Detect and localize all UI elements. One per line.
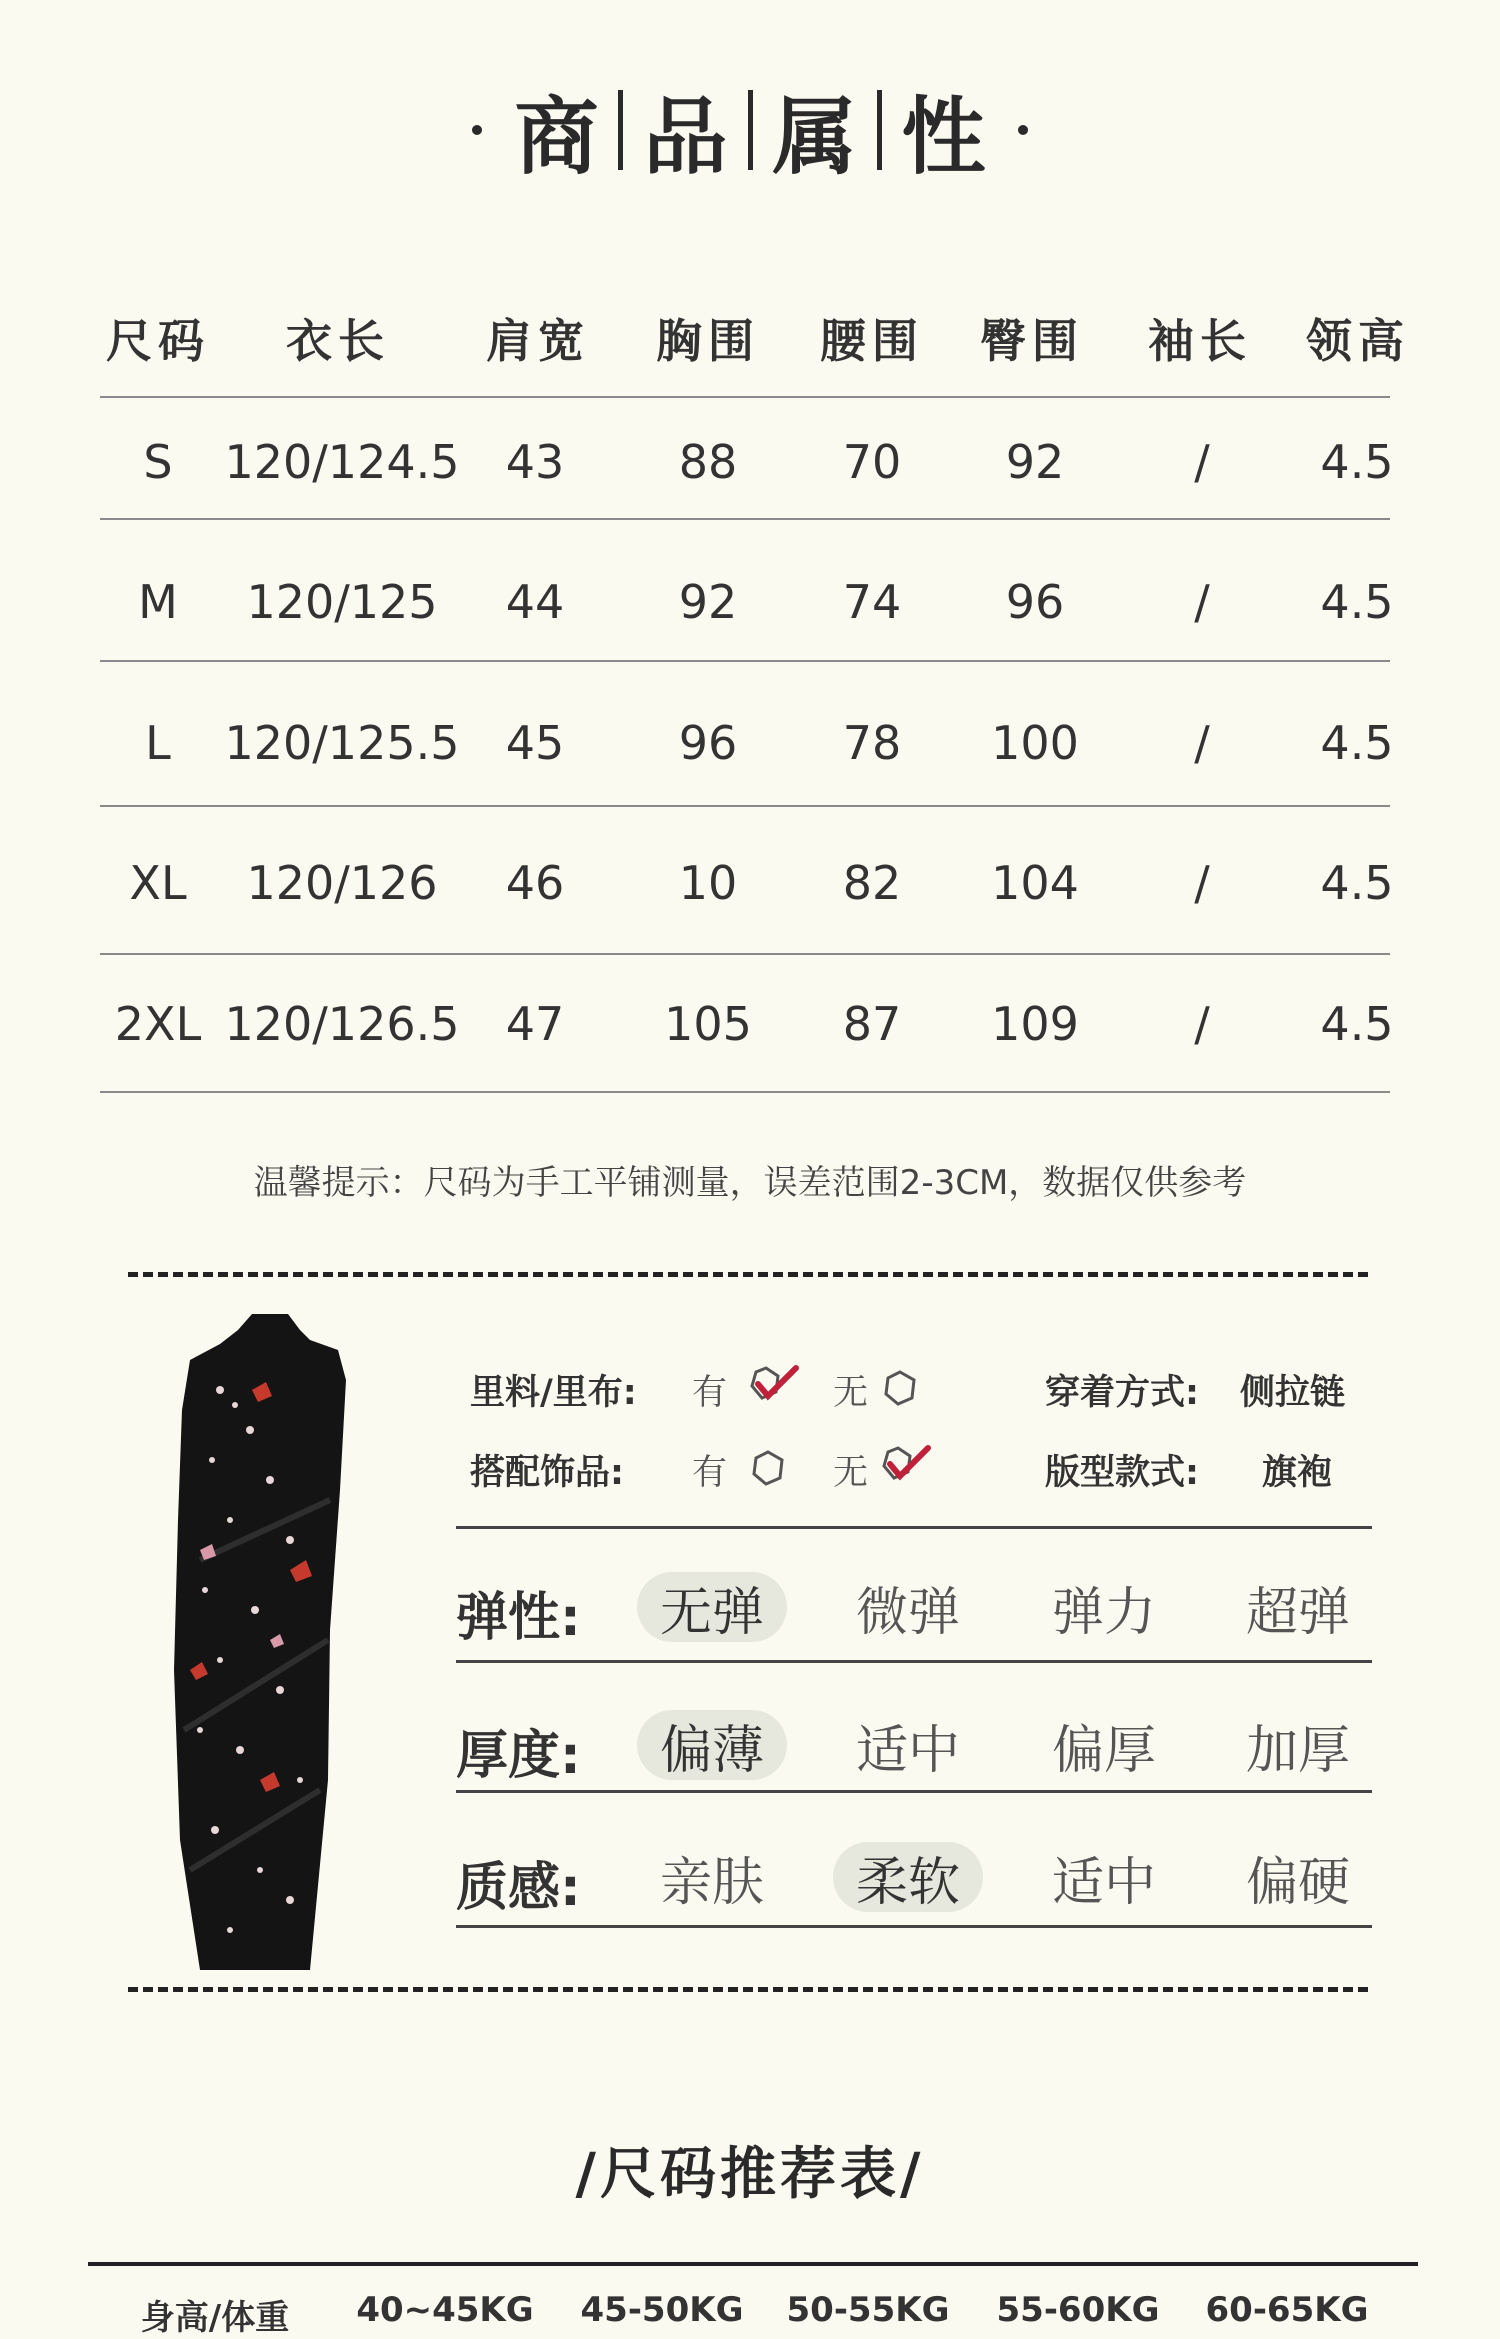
- cell-collar: 4.5: [1320, 716, 1394, 770]
- elasticity-option[interactable]: 超弹: [1245, 1582, 1350, 1643]
- table-divider: [100, 660, 1390, 662]
- title-char: 属: [772, 86, 857, 186]
- cell-waist: 70: [842, 435, 902, 489]
- cell-hip: 96: [1005, 575, 1065, 629]
- lining-no-text: 无: [833, 1373, 869, 1413]
- cell-collar: 4.5: [1320, 435, 1394, 489]
- cell-size: XL: [129, 856, 187, 910]
- cell-hip: 104: [991, 856, 1079, 910]
- property-divider: [456, 1790, 1372, 1793]
- recommend-header-weight: 45-50KG: [580, 2290, 744, 2330]
- cell-bust: 10: [678, 856, 738, 910]
- thickness-label: 厚度:: [456, 1726, 581, 1786]
- cell-size: 2XL: [114, 997, 202, 1051]
- recommend-header-weight: 50-55KG: [786, 2290, 950, 2330]
- cell-waist: 87: [842, 997, 902, 1051]
- header-bust: 胸围: [656, 314, 760, 368]
- dashed-divider: [128, 1272, 1368, 1277]
- accessory-yes-text: 有: [692, 1453, 728, 1493]
- cell-sleeve: /: [1194, 856, 1210, 910]
- header-length: 衣长: [286, 314, 390, 368]
- cell-sleeve: /: [1194, 997, 1210, 1051]
- title-dot: [472, 125, 482, 135]
- attribute-divider: [456, 1526, 1372, 1529]
- wear-method-label: 穿着方式:: [1045, 1373, 1199, 1413]
- elasticity-option[interactable]: 弹力: [1051, 1582, 1156, 1643]
- table-divider: [100, 396, 1390, 398]
- recommend-header-height-weight: 身高/体重: [140, 2298, 290, 2338]
- thickness-option[interactable]: 适中: [855, 1720, 960, 1781]
- thickness-option-selected[interactable]: 偏薄: [637, 1710, 787, 1780]
- property-divider: [456, 1925, 1372, 1928]
- elasticity-option-selected[interactable]: 无弹: [637, 1572, 787, 1642]
- cell-length: 120/126: [246, 856, 438, 910]
- cell-shoulder: 43: [505, 435, 565, 489]
- cell-length: 120/126.5: [224, 997, 460, 1051]
- cell-collar: 4.5: [1320, 997, 1394, 1051]
- table-divider: [100, 805, 1390, 807]
- cell-bust: 96: [678, 716, 738, 770]
- texture-option[interactable]: 适中: [1051, 1852, 1156, 1913]
- cell-size: S: [143, 435, 173, 489]
- header-hip: 臀围: [980, 314, 1084, 368]
- cell-size: M: [138, 575, 178, 629]
- header-shoulder: 肩宽: [486, 314, 590, 368]
- cell-size: L: [145, 716, 171, 770]
- cell-sleeve: /: [1194, 435, 1210, 489]
- texture-label: 质感:: [456, 1858, 581, 1918]
- texture-option[interactable]: 亲肤: [659, 1852, 764, 1913]
- cell-length: 120/125: [246, 575, 438, 629]
- recommend-table-top-line: [88, 2262, 1418, 2266]
- empty-circle-icon[interactable]: [880, 1368, 920, 1408]
- accessory-label: 搭配饰品:: [470, 1453, 624, 1493]
- checked-circle-icon[interactable]: [748, 1362, 802, 1408]
- cell-bust: 105: [664, 997, 752, 1051]
- thickness-option[interactable]: 加厚: [1245, 1720, 1350, 1781]
- cell-hip: 100: [991, 716, 1079, 770]
- lining-label: 里料/里布:: [470, 1373, 637, 1413]
- header-waist: 腰围: [820, 314, 924, 368]
- cell-shoulder: 45: [505, 716, 565, 770]
- header-collar: 领高: [1306, 314, 1410, 368]
- style-value: 旗袍: [1262, 1453, 1333, 1493]
- cell-hip: 109: [991, 997, 1079, 1051]
- empty-circle-icon[interactable]: [748, 1448, 788, 1488]
- table-divider: [100, 1091, 1390, 1093]
- recommend-header-weight: 60-65KG: [1205, 2290, 1369, 2330]
- texture-option-selected[interactable]: 柔软: [833, 1842, 983, 1912]
- accessory-no-text: 无: [833, 1453, 869, 1493]
- cell-bust: 88: [678, 435, 738, 489]
- thickness-option[interactable]: 偏厚: [1051, 1720, 1156, 1781]
- cell-shoulder: 46: [505, 856, 565, 910]
- checked-circle-icon[interactable]: [880, 1442, 934, 1488]
- dashed-divider: [128, 1987, 1368, 1992]
- elasticity-option[interactable]: 微弹: [855, 1582, 960, 1643]
- page-title: [0, 70, 1500, 190]
- cell-waist: 78: [842, 716, 902, 770]
- style-label: 版型款式:: [1045, 1453, 1199, 1493]
- cell-sleeve: /: [1194, 575, 1210, 629]
- recommend-header-weight: 55-60KG: [996, 2290, 1160, 2330]
- size-recommend-title: /尺码推荐表/: [575, 2141, 925, 2207]
- lining-yes-text: 有: [692, 1373, 728, 1413]
- recommend-header-weight: 40~45KG: [356, 2290, 534, 2330]
- cell-collar: 4.5: [1320, 575, 1394, 629]
- cell-length: 120/124.5: [224, 435, 460, 489]
- elasticity-label: 弹性:: [456, 1588, 581, 1648]
- header-sleeve: 袖长: [1148, 314, 1252, 368]
- title-dot: [1018, 125, 1028, 135]
- texture-option[interactable]: 偏硬: [1245, 1852, 1350, 1913]
- title-char: 性: [901, 86, 986, 186]
- cell-bust: 92: [678, 575, 738, 629]
- table-divider: [100, 518, 1390, 520]
- table-divider: [100, 953, 1390, 955]
- cell-waist: 74: [842, 575, 902, 629]
- cell-collar: 4.5: [1320, 856, 1394, 910]
- cell-hip: 92: [1005, 435, 1065, 489]
- property-divider: [456, 1660, 1372, 1663]
- cell-length: 120/125.5: [224, 716, 460, 770]
- title-char: 品: [643, 86, 728, 186]
- wear-method-value: 侧拉链: [1240, 1373, 1346, 1413]
- qipao-dress-image: [160, 1310, 380, 1980]
- measurement-note: 温馨提示：尺码为手工平铺测量，误差范围2-3CM，数据仅供参考: [253, 1163, 1247, 1203]
- cell-waist: 82: [842, 856, 902, 910]
- cell-sleeve: /: [1194, 716, 1210, 770]
- cell-shoulder: 44: [505, 575, 565, 629]
- cell-shoulder: 47: [505, 997, 565, 1051]
- title-char: 商: [514, 86, 599, 186]
- header-size: 尺码: [106, 314, 210, 368]
